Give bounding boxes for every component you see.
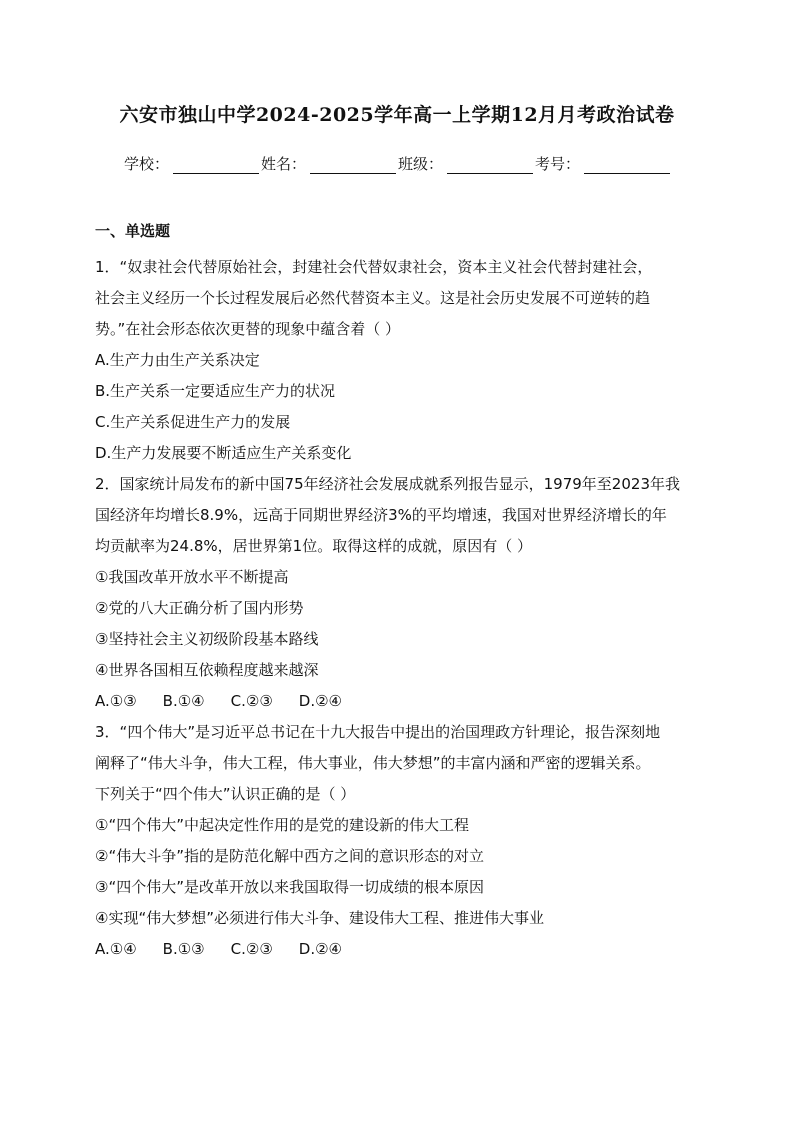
- school-label: 学校：: [124, 155, 170, 173]
- question-1-choice-d: D.生产力发展要不断适应生产关系变化: [95, 444, 352, 462]
- question-2-statement-1: ①我国改革开放水平不断提高: [95, 568, 289, 586]
- class-label: 班级：: [398, 155, 444, 173]
- question-1-choice-b: B.生产关系一定要适应生产力的状况: [95, 382, 336, 400]
- question-2-options: [95, 686, 705, 717]
- question-3: [95, 717, 705, 965]
- question-3-option-c: C.②③: [230, 940, 273, 958]
- question-2-line-2: 国经济年均增长8.9%，远高于同期世界经济3%的平均增速，我国对世界经济增长的年: [95, 506, 667, 524]
- question-2-option-d: D.②④: [298, 692, 342, 710]
- question-2-line-1: 2．国家统计局发布的新中国75年经济社会发展成就系列报告显示，1979年至2023年我: [95, 475, 680, 493]
- question-3-line-1: 3．“四个伟大”是习近平总书记在十九大报告中提出的治国理政方针理论，报告深刻地: [95, 723, 661, 741]
- section-heading: 一、单选题: [95, 222, 171, 240]
- question-2-option-b: B.①④: [162, 692, 205, 710]
- question-2-option-a: A.①③: [95, 692, 137, 710]
- question-1-line-3: 势。”在社会形态依次更替的现象中蕴含着（ ）: [95, 320, 401, 338]
- question-3-statement-2: ②“伟大斗争”指的是防范化解中西方之间的意识形态的对立: [95, 847, 484, 865]
- question-3-options: [95, 934, 705, 965]
- page-title: 六安市独山中学2024-2025学年高一上学期12月月考政治试卷: [119, 104, 675, 126]
- question-3-option-d: D.②④: [298, 940, 342, 958]
- question-1-line-1: 1．“奴隶社会代替原始社会，封建社会代替奴隶社会，资本主义社会代替封建社会，: [95, 258, 653, 276]
- questions-content: [95, 252, 705, 965]
- question-1-line-2: 社会主义经历一个长过程发展后必然代替资本主义。这是社会历史发展不可逆转的趋: [95, 289, 651, 307]
- question-1: [95, 252, 705, 469]
- question-3-statement-1: ①“四个伟大”中起决定性作用的是党的建设新的伟大工程: [95, 816, 469, 834]
- question-2-statement-3: ③坚持社会主义初级阶段基本路线: [95, 630, 319, 648]
- question-3-option-a: A.①④: [95, 940, 137, 958]
- question-3-statement-4: ④实现“伟大梦想”必须进行伟大斗争、建设伟大工程、推进伟大事业: [95, 909, 544, 927]
- question-3-line-3: 下列关于“四个伟大”认识正确的是（ ）: [95, 785, 356, 803]
- question-2-statement-4: ④世界各国相互依赖程度越来越深: [95, 661, 319, 679]
- class-blank: [447, 157, 533, 174]
- question-2-option-c: C.②③: [230, 692, 273, 710]
- exam-number-label: 考号：: [535, 155, 581, 173]
- question-2-statement-2: ②党的八大正确分析了国内形势: [95, 599, 304, 617]
- question-3-line-2: 阐释了“伟大斗争，伟大工程，伟大事业，伟大梦想”的丰富内涵和严密的逻辑关系。: [95, 754, 651, 772]
- question-2-line-3: 均贡献率为24.8%，居世界第1位。取得这样的成就，原因有（ ）: [95, 537, 532, 555]
- name-blank: [310, 157, 396, 174]
- question-1-choice-a: A.生产力由生产关系决定: [95, 351, 260, 369]
- name-label: 姓名：: [261, 155, 307, 173]
- question-3-option-b: B.①③: [162, 940, 205, 958]
- school-blank: [173, 157, 259, 174]
- exam-number-blank: [584, 157, 670, 174]
- student-info-row: [124, 153, 672, 174]
- question-1-choice-c: C.生产关系促进生产力的发展: [95, 413, 291, 431]
- question-3-statement-3: ③“四个伟大”是改革开放以来我国取得一切成绩的根本原因: [95, 878, 484, 896]
- question-2: [95, 469, 705, 717]
